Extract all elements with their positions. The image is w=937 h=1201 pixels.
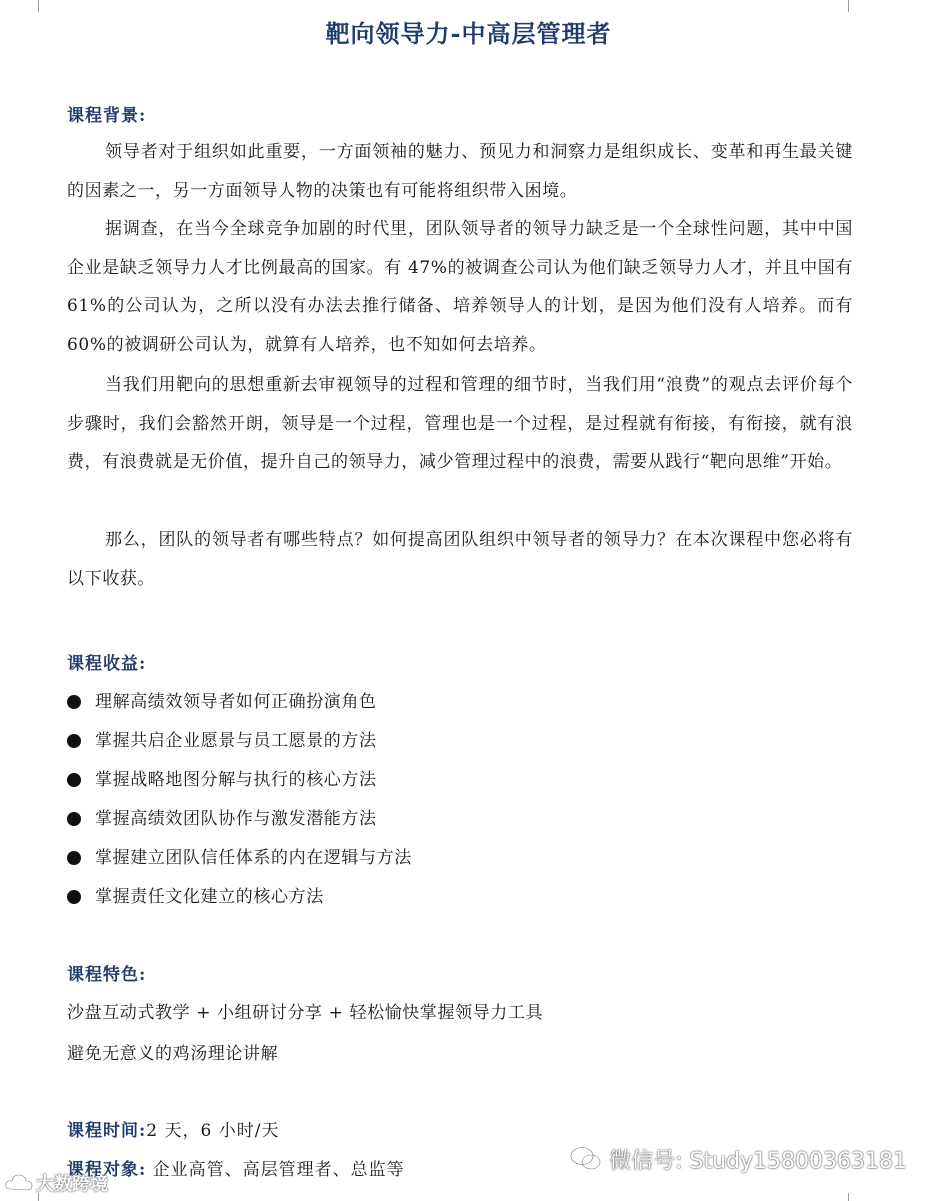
background-paragraph: 据调查，在当今全球竞争加剧的时代里，团队领导者的领导力缺乏是一个全球性问题，其中中国企业是缺乏领导力人才比例最高的国家。有 47%的被调查公司认为他们缺乏领导力人才，并且中国有 61%的公司认为，之所以没有办法去推行储备、培养领导人的计划，是因为他们没有人培养。而有60%的被调研公司认为，就算有人培养，也不知如何去培养。 xyxy=(67,219,853,355)
list-item xyxy=(67,682,412,721)
background-heading: 课程背景: xyxy=(67,106,147,126)
bullet-icon xyxy=(67,773,81,787)
watermark-left-text: 大数跨境 xyxy=(36,1174,108,1195)
bullet-icon xyxy=(67,851,81,865)
benefits-heading: 课程收益: xyxy=(67,654,147,674)
audience-label: 课程对象: xyxy=(67,1160,147,1180)
watermark-left xyxy=(4,1170,108,1196)
page-corner-mark xyxy=(848,1193,937,1201)
bullet-icon xyxy=(67,812,81,826)
list-item xyxy=(67,877,412,916)
list-item-text: 掌握高绩效团队协作与激发潜能方法 xyxy=(95,808,377,829)
list-item xyxy=(67,799,412,838)
audience-value: 企业高管、高层管理者、总监等 xyxy=(146,1160,405,1180)
list-item xyxy=(67,838,412,877)
list-item-text: 理解高绩效领导者如何正确扮演角色 xyxy=(95,691,377,712)
bullet-icon xyxy=(67,890,81,904)
page-corner-mark xyxy=(848,0,937,12)
wechat-icon xyxy=(569,1145,603,1173)
list-item-text: 掌握共启企业愿景与员工愿景的方法 xyxy=(95,730,377,751)
bullet-icon xyxy=(67,734,81,748)
duration-label: 课程时间: xyxy=(67,1121,147,1141)
features-heading: 课程特色: xyxy=(67,965,147,985)
audience-row xyxy=(67,1155,405,1180)
background-paragraph: 当我们用靶向的思想重新去审视领导的过程和管理的细节时，当我们用“浪费”的观点去评价每个步骤时，我们会豁然开朗，领导是一个过程，管理也是一个过程，是过程就有衔接，有衔接，就有浪费，有浪费就是无价值，提升自己的领导力，减少管理过程中的浪费，需要从践行“靶向思维”开始。 xyxy=(67,375,853,472)
background-paragraph: 领导者对于组织如此重要，一方面领袖的魅力、预见力和洞察力是组织成长、变革和再生最关键的因素之一，另一方面领导人物的决策也有可能将组织带入困境。 xyxy=(67,142,853,201)
background-paragraph: 那么，团队的领导者有哪些特点？如何提高团队组织中领导者的领导力？在本次课程中您必将有以下收获。 xyxy=(67,530,853,589)
duration-row xyxy=(67,1116,279,1141)
watermark-right-text: 微信号: Study15800363181 xyxy=(609,1148,907,1174)
cloud-logo-icon xyxy=(4,1172,34,1194)
list-item xyxy=(67,760,412,799)
duration-value: 2 天，6 小时/天 xyxy=(146,1121,280,1141)
benefits-list xyxy=(67,682,412,916)
list-item-text: 掌握战略地图分解与执行的核心方法 xyxy=(95,769,377,790)
page-corner-mark xyxy=(0,0,39,12)
list-item xyxy=(67,721,412,760)
document-title: 靶向领导力-中高层管理者 xyxy=(325,19,612,48)
features-line: 沙盘互动式教学 + 小组研讨分享 + 轻松愉快掌握领导力工具 xyxy=(67,1003,544,1023)
list-item-text: 掌握责任文化建立的核心方法 xyxy=(95,886,324,907)
bullet-icon xyxy=(67,695,81,709)
features-line: 避免无意义的鸡汤理论讲解 xyxy=(67,1044,279,1064)
list-item-text: 掌握建立团队信任体系的内在逻辑与方法 xyxy=(95,847,412,868)
watermark-right xyxy=(569,1140,907,1178)
